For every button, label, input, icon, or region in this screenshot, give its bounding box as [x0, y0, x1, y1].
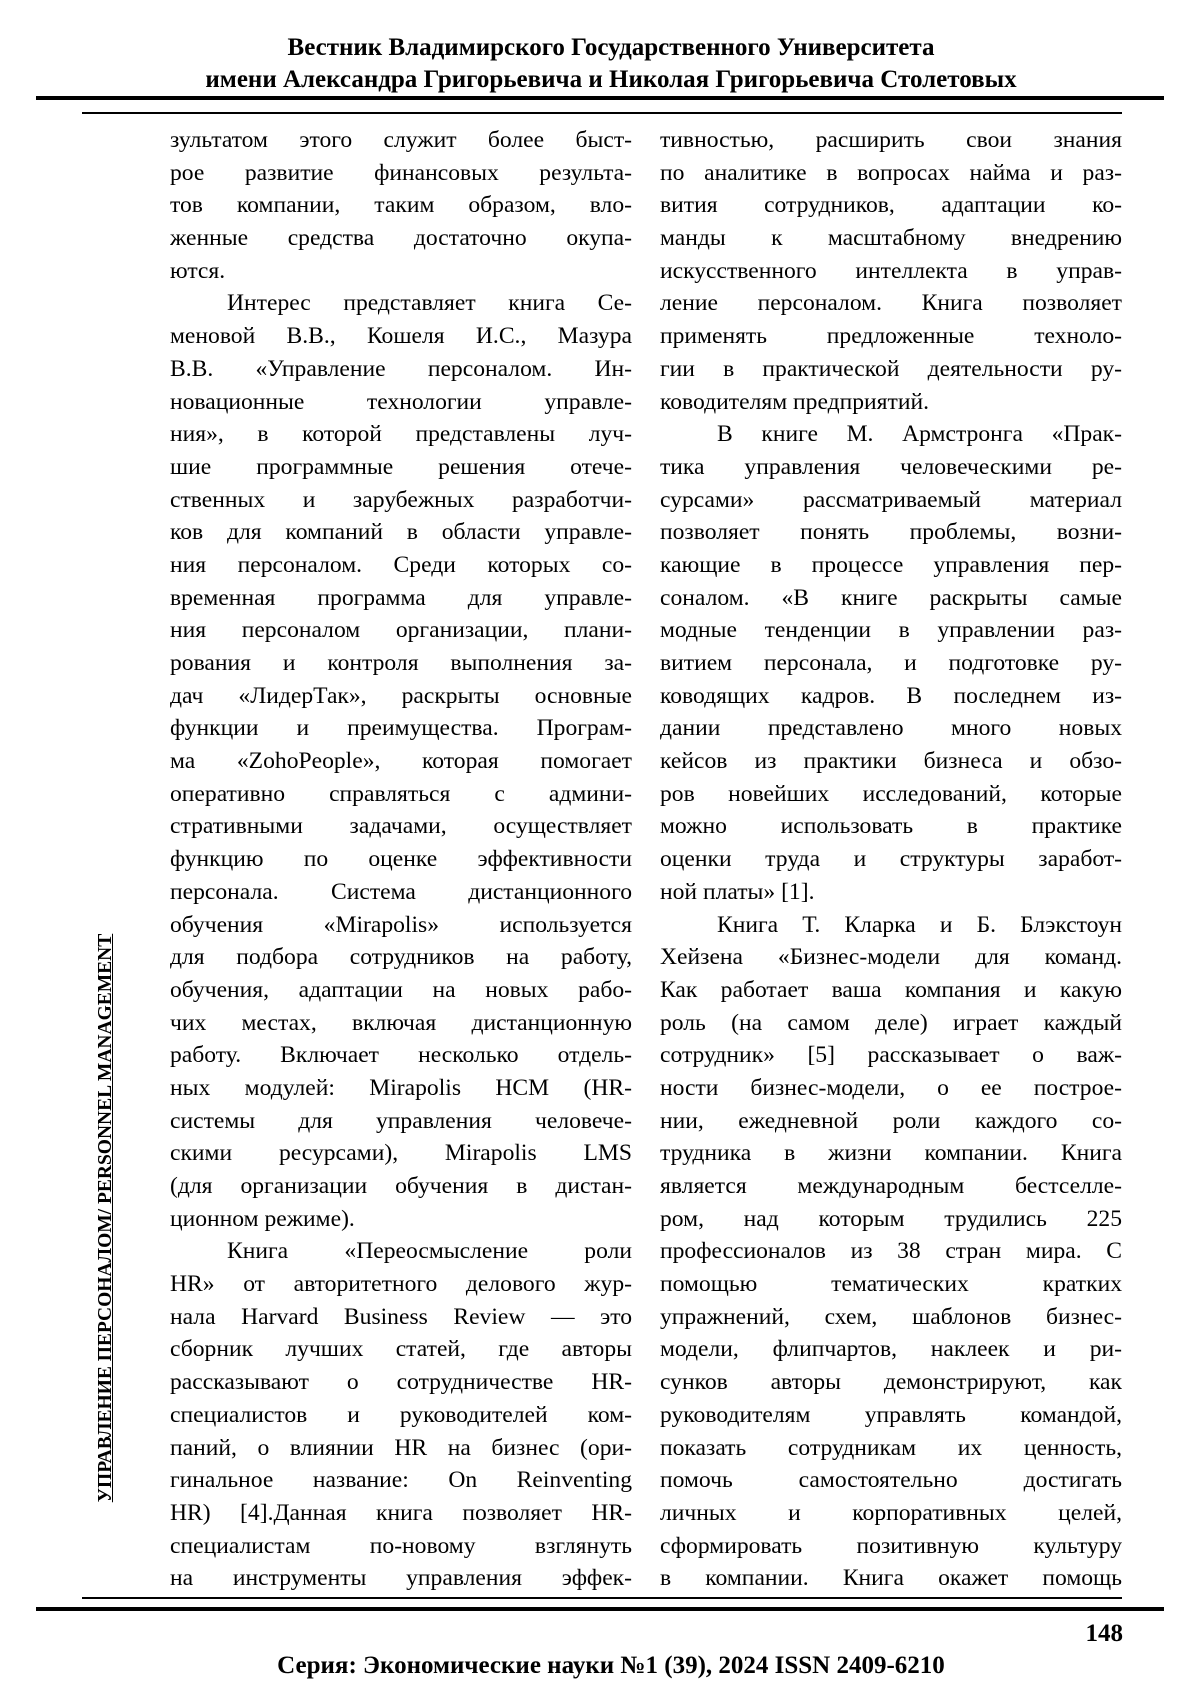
text-line: руководителям управлять командой,: [660, 1399, 1122, 1432]
text-line: ной платы» [1].: [660, 876, 1122, 909]
text-line: стративными задачами, осуществляет: [170, 810, 632, 843]
paragraph: [660, 124, 1122, 418]
text-line: нии, ежедневной роли каждого со-: [660, 1105, 1122, 1138]
text-line: персонала. Система дистанционного: [170, 876, 632, 909]
header-thin-rule: [82, 112, 1122, 114]
journal-title-line-1: Вестник Владимирского Государственного Университета: [40, 33, 1172, 63]
paragraph: [170, 287, 632, 1235]
text-column-left: [170, 124, 632, 1595]
text-line: обучения, адаптации на новых рабо-: [170, 974, 632, 1007]
text-line: рования и контроля выполнения за-: [170, 647, 632, 680]
text-line: Интерес представляет книга Се-: [170, 287, 632, 320]
text-line: ния персоналом организации, плани-: [170, 614, 632, 647]
text-line: ма «ZohoPeople», которая помогает: [170, 745, 632, 778]
text-line: ния персоналом. Среди которых со-: [170, 549, 632, 582]
text-line: чих местах, включая дистанционную: [170, 1007, 632, 1040]
text-line: Хейзена «Бизнес-модели для команд.: [660, 941, 1122, 974]
text-line: зультатом этого служит более быст-: [170, 124, 632, 157]
text-line: сформировать позитивную культуру: [660, 1530, 1122, 1563]
text-line: является международным бестселле-: [660, 1170, 1122, 1203]
text-column-right: [660, 124, 1122, 1595]
text-line: В книге М. Армстронга «Прак-: [660, 418, 1122, 451]
text-line: женные средства достаточно окупа-: [170, 222, 632, 255]
text-line: личных и корпоративных целей,: [660, 1497, 1122, 1530]
paragraph: [170, 124, 632, 287]
paragraph: [660, 909, 1122, 1595]
text-line: искусственного интеллекта в управ-: [660, 255, 1122, 288]
header-thick-rule: [36, 96, 1164, 100]
text-line: кейсов из практики бизнеса и обзо-: [660, 745, 1122, 778]
text-line: тика управления человеческими ре-: [660, 451, 1122, 484]
text-line: для подбора сотрудников на работу,: [170, 941, 632, 974]
text-line: ром, над которым трудились 225: [660, 1203, 1122, 1236]
text-line: оценки труда и структуры заработ-: [660, 843, 1122, 876]
text-line: рое развитие финансовых результа-: [170, 157, 632, 190]
footer-thick-rule: [36, 1607, 1164, 1611]
text-line: ководителям предприятий.: [660, 386, 1122, 419]
text-line: ются.: [170, 255, 632, 288]
text-line: в компании. Книга окажет помощь: [660, 1562, 1122, 1595]
journal-title-line-2: имени Александра Григорьевича и Николая Григорьевича Столетовых: [40, 65, 1172, 95]
text-line: Книга Т. Кларка и Б. Блэкстоун: [660, 909, 1122, 942]
text-line: рассказывают о сотрудничестве HR-: [170, 1366, 632, 1399]
text-line: сунков авторы демонстрируют, как: [660, 1366, 1122, 1399]
text-line: ния», в которой представлены луч-: [170, 418, 632, 451]
text-line: трудника в жизни компании. Книга: [660, 1137, 1122, 1170]
text-line: дании представлено много новых: [660, 712, 1122, 745]
text-line: ности бизнес-модели, о ее построе-: [660, 1072, 1122, 1105]
text-line: ководящих кадров. В последнем из-: [660, 680, 1122, 713]
text-line: работу. Включает несколько отдель-: [170, 1039, 632, 1072]
text-line: по аналитике в вопросах найма и раз-: [660, 157, 1122, 190]
text-line: обучения «Mirapolis» используется: [170, 909, 632, 942]
text-line: сурсами» рассматриваемый материал: [660, 484, 1122, 517]
text-line: Как работает ваша компания и какую: [660, 974, 1122, 1007]
text-line: тов компании, таким образом, вло-: [170, 189, 632, 222]
text-line: системы для управления человече-: [170, 1105, 632, 1138]
text-line: меновой В.В., Кошеля И.С., Мазура: [170, 320, 632, 353]
text-line: соналом. «В книге раскрыты самые: [660, 582, 1122, 615]
text-line: сборник лучших статей, где авторы: [170, 1333, 632, 1366]
text-line: (для организации обучения в дистан-: [170, 1170, 632, 1203]
text-line: применять предложенные техноло-: [660, 320, 1122, 353]
text-line: можно использовать в практике: [660, 810, 1122, 843]
text-line: помочь самостоятельно достигать: [660, 1464, 1122, 1497]
text-line: модели, флипчартов, наклеек и ри-: [660, 1333, 1122, 1366]
text-line: показать сотрудникам их ценность,: [660, 1432, 1122, 1465]
text-line: помощью тематических кратких: [660, 1268, 1122, 1301]
text-line: оперативно справляться с админи-: [170, 778, 632, 811]
text-line: сотрудник» [5] рассказывает о важ-: [660, 1039, 1122, 1072]
text-line: специалистам по-новому взглянуть: [170, 1530, 632, 1563]
text-line: профессионалов из 38 стран мира. С: [660, 1235, 1122, 1268]
text-line: скими ресурсами), Mirapolis LMS: [170, 1137, 632, 1170]
text-line: модные тенденции в управлении раз-: [660, 614, 1122, 647]
text-line: специалистов и руководителей ком-: [170, 1399, 632, 1432]
text-line: Книга «Переосмысление роли: [170, 1235, 632, 1268]
text-line: ров новейших исследований, которые: [660, 778, 1122, 811]
text-line: ков для компаний в области управле-: [170, 516, 632, 549]
text-line: паний, о влиянии HR на бизнес (ори-: [170, 1432, 632, 1465]
text-line: на инструменты управления эффек-: [170, 1562, 632, 1595]
text-line: шие программные решения отече-: [170, 451, 632, 484]
text-line: ционном режиме).: [170, 1203, 632, 1236]
text-line: тивностью, расширить свои знания: [660, 124, 1122, 157]
text-line: функцию по оценке эффективности: [170, 843, 632, 876]
section-label-vertical: УПРАВЛЕНИЕ ПЕРСОНАЛОМ/ PERSONNEL MANAGEMENT: [92, 888, 120, 1548]
text-line: гии в практической деятельности ру-: [660, 353, 1122, 386]
paragraph: [660, 418, 1122, 908]
text-line: нала Harvard Business Review — это: [170, 1301, 632, 1334]
text-line: временная программа для управле-: [170, 582, 632, 615]
text-line: позволяет понять проблемы, возни-: [660, 516, 1122, 549]
text-line: ных модулей: Mirapolis HCM (HR-: [170, 1072, 632, 1105]
text-line: ление персоналом. Книга позволяет: [660, 287, 1122, 320]
text-line: манды к масштабному внедрению: [660, 222, 1122, 255]
series-info: Серия: Экономические науки №1 (39), 2024 ISSN 2409-6210: [40, 1652, 1172, 1680]
text-line: функции и преимущества. Програм-: [170, 712, 632, 745]
text-line: HR» от авторитетного делового жур-: [170, 1268, 632, 1301]
text-line: витием персонала, и подготовке ру-: [660, 647, 1122, 680]
text-line: ственных и зарубежных разработчи-: [170, 484, 632, 517]
paragraph: [170, 1235, 632, 1595]
text-line: HR) [4].Данная книга позволяет HR-: [170, 1497, 632, 1530]
text-line: новационные технологии управле-: [170, 386, 632, 419]
page-number: 148: [1086, 1620, 1124, 1648]
footer-thin-rule: [82, 1597, 1122, 1599]
text-line: вития сотрудников, адаптации ко-: [660, 189, 1122, 222]
text-line: гинальное название: On Reinventing: [170, 1464, 632, 1497]
text-line: В.В. «Управление персоналом. Ин-: [170, 353, 632, 386]
text-line: дач «ЛидерТак», раскрыты основные: [170, 680, 632, 713]
text-line: кающие в процессе управления пер-: [660, 549, 1122, 582]
text-line: роль (на самом деле) играет каждый: [660, 1007, 1122, 1040]
text-line: упражнений, схем, шаблонов бизнес-: [660, 1301, 1122, 1334]
